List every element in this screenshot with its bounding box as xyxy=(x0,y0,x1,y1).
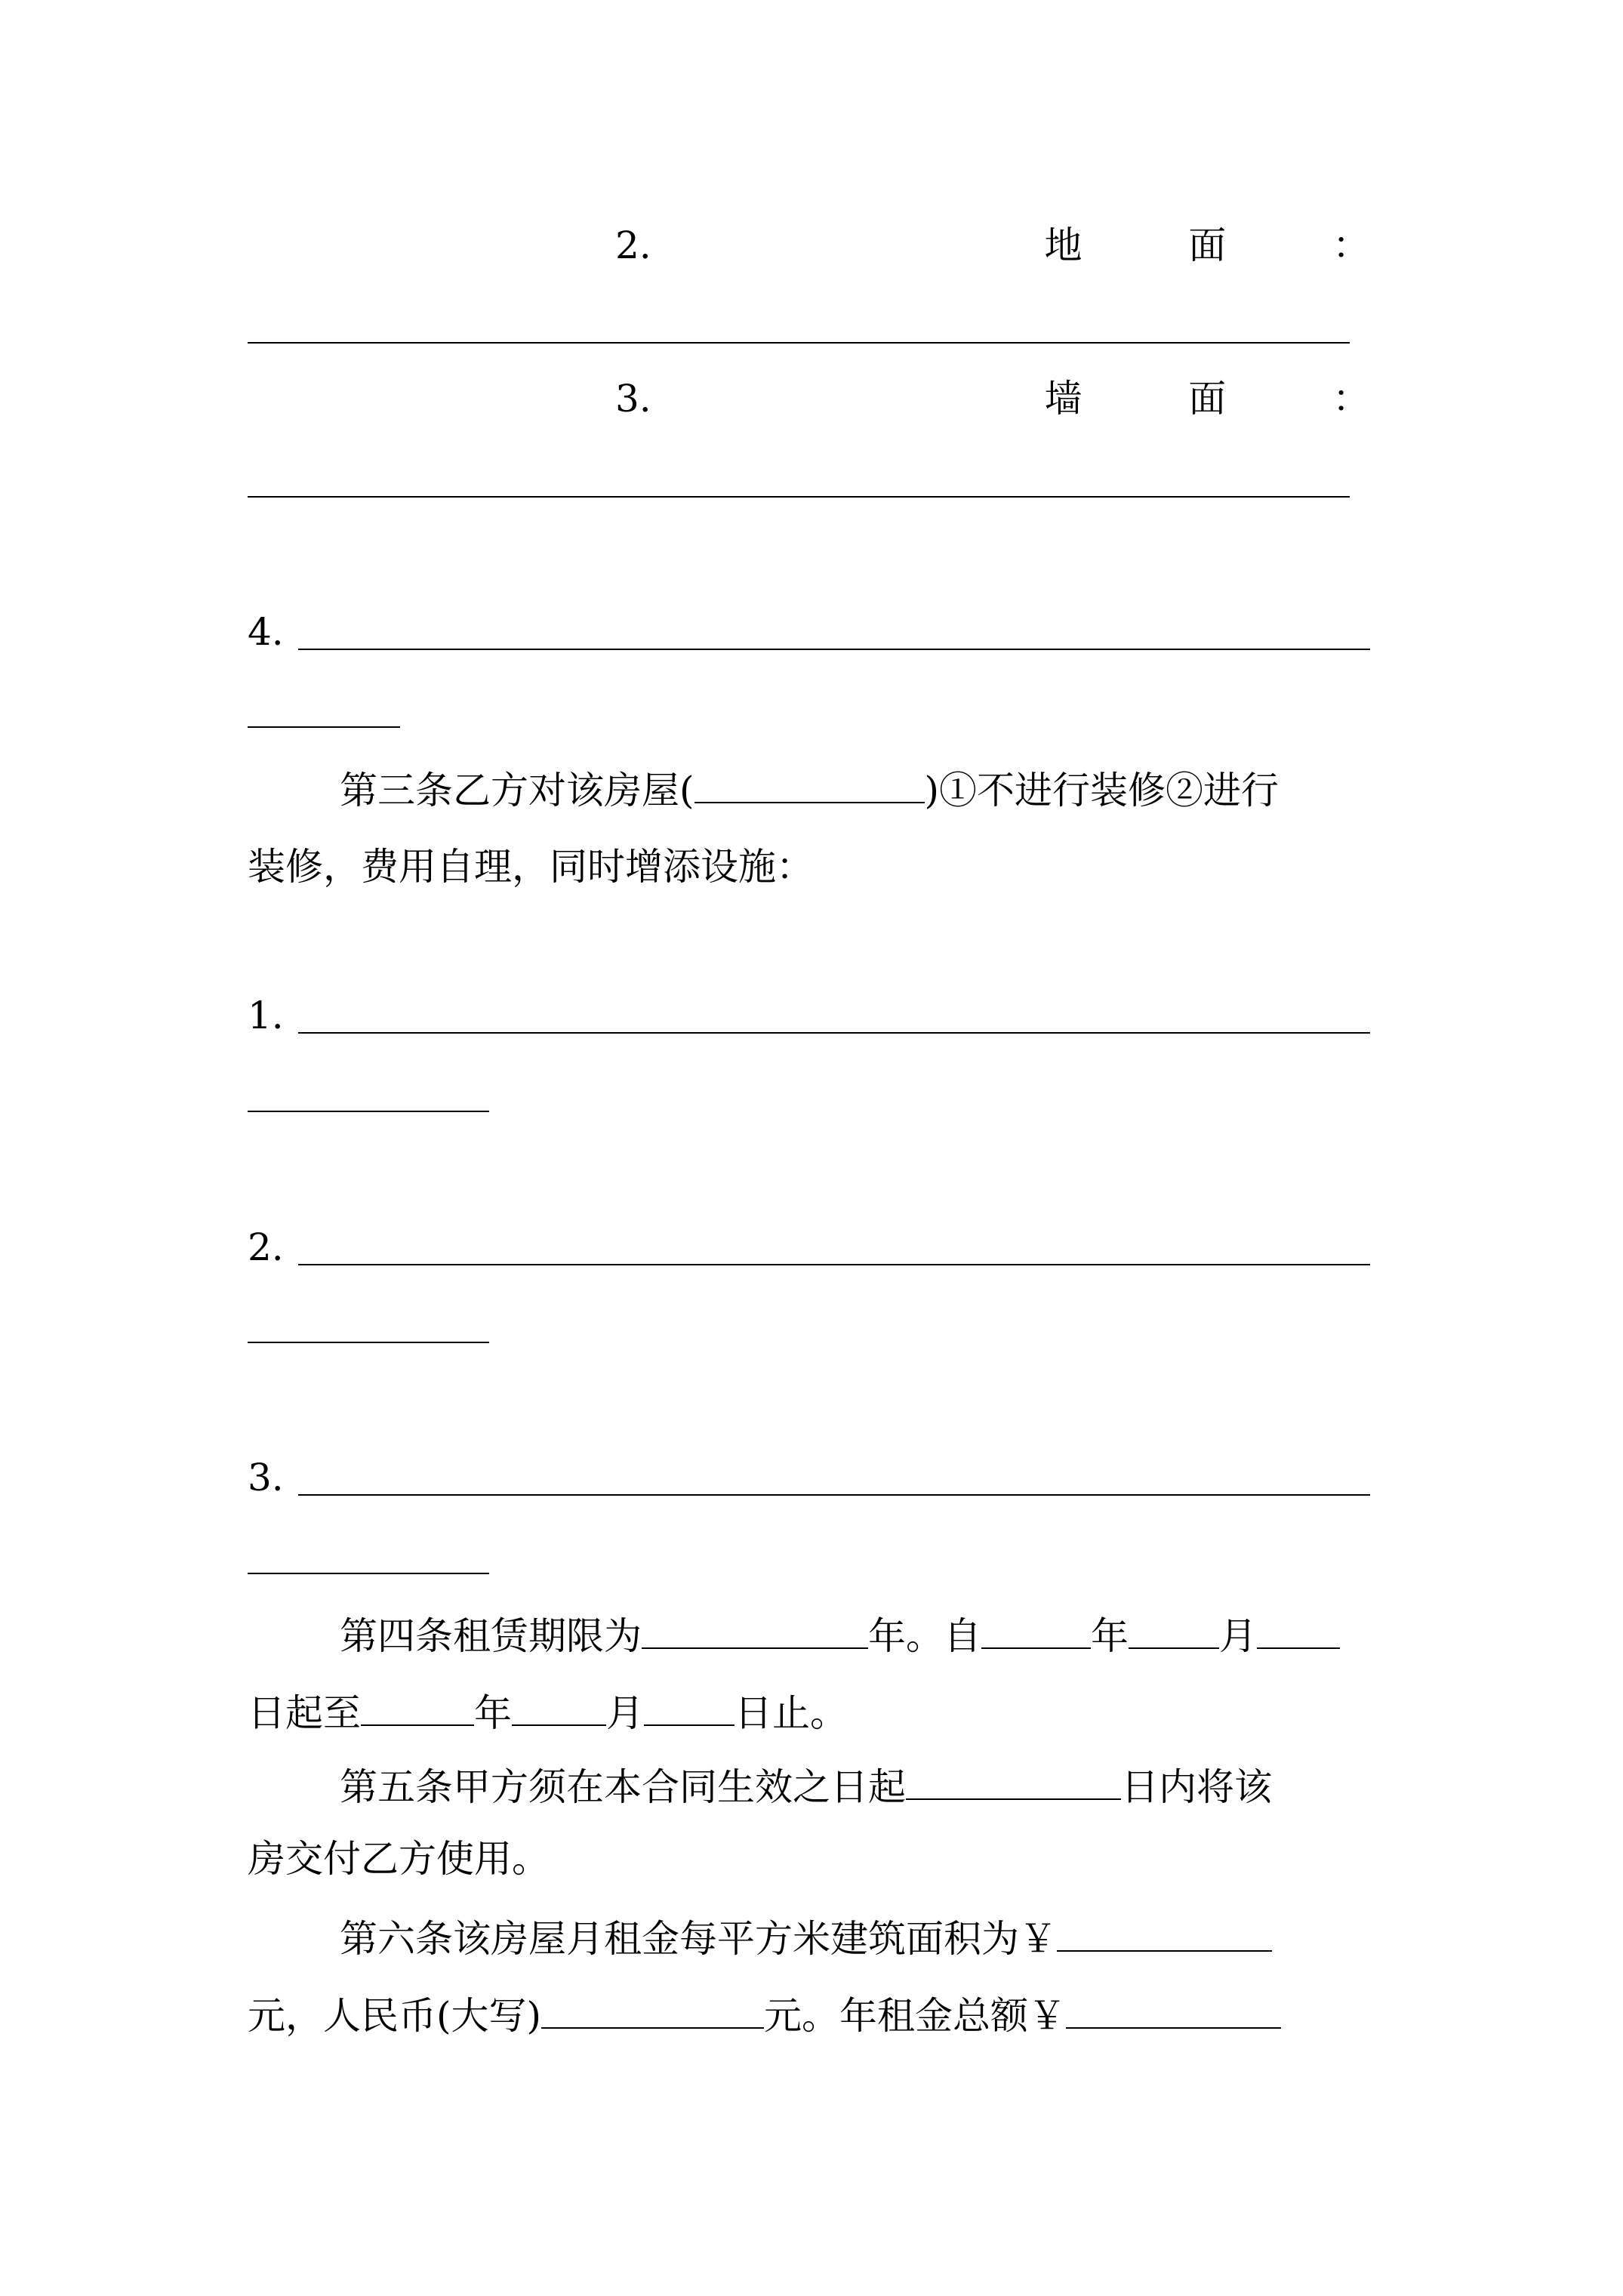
article-4-line-1: 第四条租赁期限为 年。自 年 月 xyxy=(340,1608,1340,1659)
item-floor-line xyxy=(615,223,1370,268)
fill-in-line xyxy=(248,342,1350,344)
article-6-line-2: 元，人民币(大写) 元。年租金总额￥ xyxy=(248,1988,1281,2039)
item-label-char: 面 xyxy=(1188,377,1227,421)
fill-in-line xyxy=(248,1111,489,1112)
article-5-line-2: 房交付乙方使用。 xyxy=(248,1837,550,1881)
fill-in-line xyxy=(298,649,1370,650)
fill-in-blank xyxy=(1057,1911,1272,1952)
item-label-char: 面 xyxy=(1188,223,1227,267)
item-number: 2. xyxy=(248,1225,284,1269)
fill-in-blank xyxy=(642,1608,868,1649)
fill-in-blank xyxy=(906,1759,1121,1800)
item-number: 4. xyxy=(248,610,284,654)
fill-in-blank xyxy=(1129,1608,1219,1649)
fill-in-line xyxy=(248,496,1350,498)
fill-in-blank xyxy=(1257,1608,1340,1649)
article-3-line-2: 装修，费用自理，同时增添设施： xyxy=(248,845,814,889)
item-number: 1. xyxy=(248,994,284,1037)
fill-in-line xyxy=(248,1573,489,1574)
item-number: 3. xyxy=(615,377,651,421)
item-number: 3. xyxy=(248,1456,284,1499)
item-colon: ： xyxy=(1332,223,1370,267)
item-label-char: 墙 xyxy=(1044,377,1083,421)
fill-in-blank xyxy=(1066,1988,1281,2029)
fill-in-blank xyxy=(644,1685,735,1726)
item-colon: ： xyxy=(1332,377,1370,421)
article-4-line-2: 日起至 年 月 日止。 xyxy=(248,1685,848,1736)
fill-in-blank xyxy=(694,763,925,803)
fill-in-line xyxy=(298,1494,1370,1496)
article-5-line-1: 第五条甲方须在本合同生效之日起 日内将该 xyxy=(340,1759,1272,1810)
item-label-char: 地 xyxy=(1044,223,1083,267)
fill-in-blank xyxy=(981,1608,1091,1649)
fill-in-line xyxy=(248,726,400,728)
fill-in-line xyxy=(298,1264,1370,1265)
article-6-line-1: 第六条该房屋月租金每平方米建筑面积为￥ xyxy=(340,1911,1272,1962)
fill-in-line xyxy=(298,1032,1370,1034)
fill-in-line xyxy=(248,1342,489,1343)
fill-in-blank xyxy=(512,1685,606,1726)
item-number: 2. xyxy=(615,223,651,267)
article-3-line-1: 第三条乙方对该房屋( )①不进行装修②进行 xyxy=(340,763,1279,813)
fill-in-blank xyxy=(361,1685,474,1726)
item-wall-line xyxy=(615,376,1370,421)
fill-in-blank xyxy=(541,1988,764,2029)
